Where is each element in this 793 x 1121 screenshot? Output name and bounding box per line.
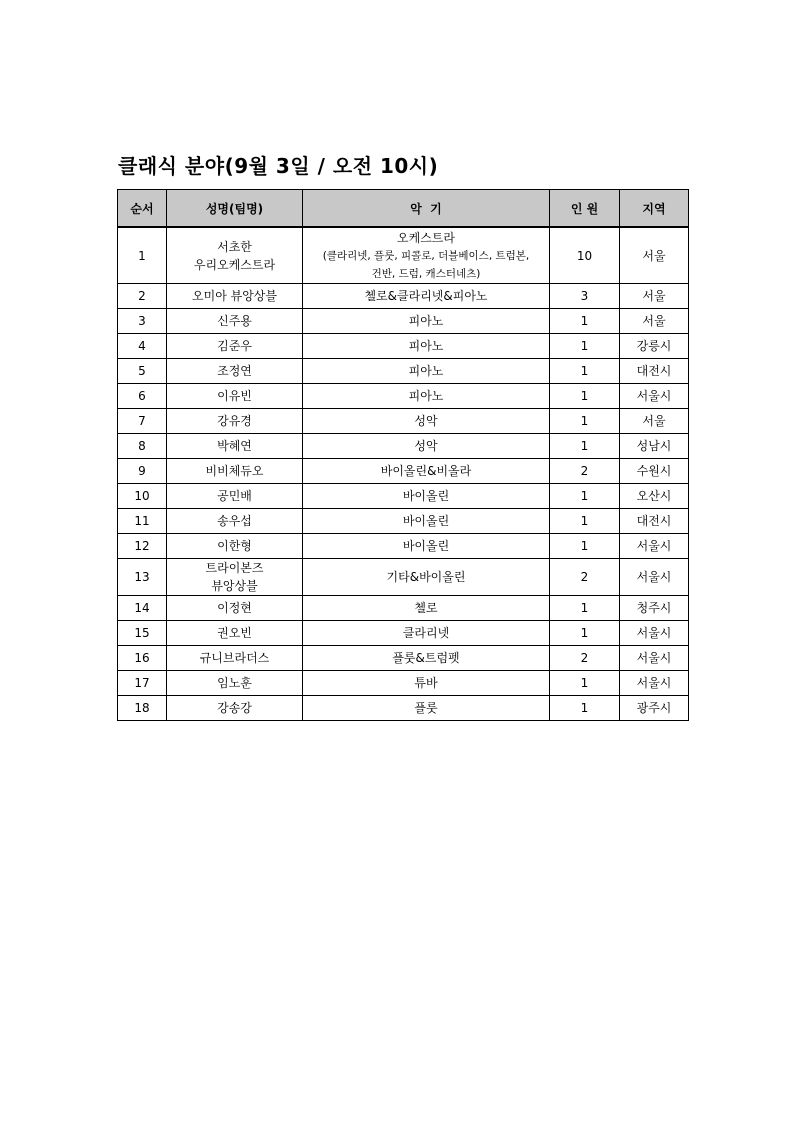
- cell-name: 오미아 뷰앙상블: [167, 284, 303, 309]
- table-row: [118, 434, 689, 459]
- cell-region: 성남시: [620, 434, 689, 459]
- cell-count: 2: [550, 459, 620, 484]
- cell-no: 1: [118, 227, 167, 284]
- cell-name: [167, 559, 303, 596]
- cell-no: 10: [118, 484, 167, 509]
- cell-instrument: 바이올린: [303, 484, 550, 509]
- cell-count: 1: [550, 696, 620, 721]
- cell-region: 서울시: [620, 621, 689, 646]
- cell-no: 8: [118, 434, 167, 459]
- table-row: [118, 359, 689, 384]
- cell-name: 이정현: [167, 596, 303, 621]
- cell-no: 6: [118, 384, 167, 409]
- table-body-rows-a: [118, 284, 689, 559]
- cell-count: 10: [550, 227, 620, 284]
- cell-name: [167, 227, 303, 284]
- table-row: [118, 459, 689, 484]
- table-body-row13: [118, 559, 689, 596]
- cell-instrument: 성악: [303, 434, 550, 459]
- cell-instrument-line2: (클라리넷, 플룻, 피콜로, 더블베이스, 트럼본,: [322, 249, 530, 262]
- cell-region: 청주시: [620, 596, 689, 621]
- cell-name: 김준우: [167, 334, 303, 359]
- cell-instrument: 피아노: [303, 384, 550, 409]
- table-row: [118, 384, 689, 409]
- cell-instrument-line3: 건반, 드럼, 캐스터네츠): [371, 267, 481, 280]
- cell-count: 2: [550, 646, 620, 671]
- table-row: [118, 484, 689, 509]
- cell-instrument: 성악: [303, 409, 550, 434]
- cell-name: 규니브라더스: [167, 646, 303, 671]
- cell-instrument: [303, 227, 550, 284]
- table-row: [118, 696, 689, 721]
- cell-region: 서울시: [620, 534, 689, 559]
- table-body: [118, 227, 689, 284]
- cell-count: 1: [550, 334, 620, 359]
- cell-no: 5: [118, 359, 167, 384]
- cell-no: 16: [118, 646, 167, 671]
- cell-instrument: 바이올린&비올라: [303, 459, 550, 484]
- cell-instrument: 피아노: [303, 309, 550, 334]
- table-body-rows-b: [118, 596, 689, 721]
- table-header-row: [118, 190, 689, 228]
- cell-region: 서울시: [620, 384, 689, 409]
- cell-region: 서울: [620, 409, 689, 434]
- cell-region: 오산시: [620, 484, 689, 509]
- cell-name-line2: 뷰앙상블: [211, 579, 258, 593]
- cell-no: 12: [118, 534, 167, 559]
- cell-no: 9: [118, 459, 167, 484]
- table-row: [118, 227, 689, 284]
- table-row: [118, 309, 689, 334]
- cell-region: 서울시: [620, 671, 689, 696]
- cell-no: 18: [118, 696, 167, 721]
- cell-region: 광주시: [620, 696, 689, 721]
- cell-instrument: 클라리넷: [303, 621, 550, 646]
- performer-table: [117, 189, 689, 721]
- cell-name: 비비체듀오: [167, 459, 303, 484]
- header-instrument: 악 기: [303, 190, 550, 228]
- cell-count: 2: [550, 559, 620, 596]
- cell-count: 1: [550, 309, 620, 334]
- cell-count: 1: [550, 359, 620, 384]
- cell-instrument: 플룻&트럼펫: [303, 646, 550, 671]
- table-row: [118, 534, 689, 559]
- page-title: 클래식 분야(9월 3일 / 오전 10시): [118, 154, 439, 178]
- cell-name-line1: 트라이본즈: [205, 561, 264, 575]
- header-region: 지역: [620, 190, 689, 228]
- cell-name: 이한형: [167, 534, 303, 559]
- cell-no: 4: [118, 334, 167, 359]
- cell-instrument: 피아노: [303, 334, 550, 359]
- cell-region: 서울: [620, 227, 689, 284]
- cell-count: 1: [550, 509, 620, 534]
- table-row: [118, 646, 689, 671]
- table-row: [118, 559, 689, 596]
- cell-name: 강송강: [167, 696, 303, 721]
- cell-instrument: 피아노: [303, 359, 550, 384]
- cell-name: 공민배: [167, 484, 303, 509]
- table-row: [118, 284, 689, 309]
- cell-no: 7: [118, 409, 167, 434]
- cell-region: 대전시: [620, 509, 689, 534]
- header-count: 인 원: [550, 190, 620, 228]
- cell-count: 1: [550, 621, 620, 646]
- cell-count: 1: [550, 484, 620, 509]
- cell-region: 서울시: [620, 646, 689, 671]
- cell-instrument: 첼로: [303, 596, 550, 621]
- cell-name-line2: 우리오케스트라: [193, 257, 276, 272]
- cell-region: 서울: [620, 284, 689, 309]
- cell-name: 이유빈: [167, 384, 303, 409]
- cell-region: 대전시: [620, 359, 689, 384]
- table-row: [118, 509, 689, 534]
- cell-name: 송우섭: [167, 509, 303, 534]
- cell-no: 13: [118, 559, 167, 596]
- cell-instrument: 첼로&클라리넷&피아노: [303, 284, 550, 309]
- header-name: 성명(팀명): [167, 190, 303, 228]
- cell-no: 17: [118, 671, 167, 696]
- cell-name: 권오빈: [167, 621, 303, 646]
- cell-no: 15: [118, 621, 167, 646]
- cell-name: 조정연: [167, 359, 303, 384]
- cell-count: 1: [550, 409, 620, 434]
- cell-name-line1: 서초한: [217, 239, 252, 254]
- header-no: 순서: [118, 190, 167, 228]
- cell-region: 서울: [620, 309, 689, 334]
- cell-no: 2: [118, 284, 167, 309]
- cell-count: 1: [550, 671, 620, 696]
- table-row: [118, 596, 689, 621]
- table-row: [118, 409, 689, 434]
- table-row: [118, 671, 689, 696]
- cell-instrument: 튜바: [303, 671, 550, 696]
- cell-region: 수원시: [620, 459, 689, 484]
- cell-count: 1: [550, 384, 620, 409]
- cell-region: 강릉시: [620, 334, 689, 359]
- cell-name: 신주용: [167, 309, 303, 334]
- cell-instrument: 기타&바이올린: [303, 559, 550, 596]
- cell-count: 1: [550, 596, 620, 621]
- cell-name: 박혜연: [167, 434, 303, 459]
- cell-count: 1: [550, 434, 620, 459]
- table-row: [118, 334, 689, 359]
- cell-region: 서울시: [620, 559, 689, 596]
- cell-no: 3: [118, 309, 167, 334]
- cell-name: 강유경: [167, 409, 303, 434]
- cell-count: 1: [550, 534, 620, 559]
- cell-no: 14: [118, 596, 167, 621]
- cell-instrument: 바이올린: [303, 509, 550, 534]
- cell-name: 임노훈: [167, 671, 303, 696]
- cell-no: 11: [118, 509, 167, 534]
- cell-count: 3: [550, 284, 620, 309]
- cell-instrument: 플룻: [303, 696, 550, 721]
- table-row: [118, 621, 689, 646]
- cell-instrument: 바이올린: [303, 534, 550, 559]
- cell-instrument-line1: 오케스트라: [397, 230, 455, 245]
